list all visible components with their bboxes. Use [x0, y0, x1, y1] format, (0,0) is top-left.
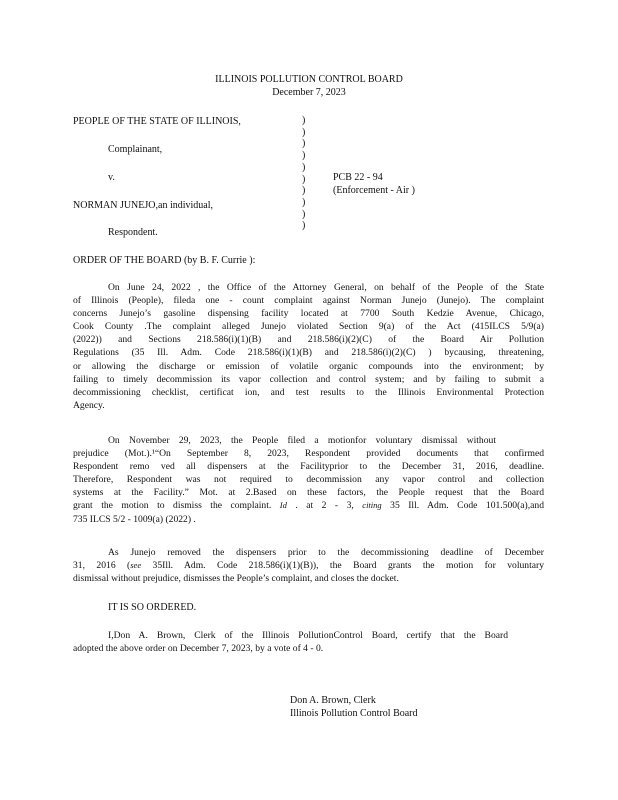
order-heading: ORDER OF THE BOARD (by B. F. Currie ): [73, 255, 256, 266]
signature-name: Don A. Brown, Clerk [290, 695, 376, 706]
paragraph-2: On November 29, 2023, the People filed a motionfor voluntary dismissal without prejudice (Mot.).¹“On September 8, 2023, Respondent provided documents that confirmed Respondent remo ved all dispensers at the Facilityprior to the December 31, 2016, deadline. Therefore, Respondent was not required to decommission any vapor control and collection systems at the Facility.” Mot. at 2.Based on these factors, the People request that the Board grant the motion to dismiss the complaint. Id . at 2 - 3, citing 35 Ill. Adm. Code 101.500(a),and 735 ILCS 5/2 - 1009(a) (2022) . [73, 435, 544, 525]
versus-label: v. [108, 172, 115, 183]
complainant-label: Complainant, [108, 144, 163, 155]
board-title: ILLINOIS POLLUTION CONTROL BOARD [215, 74, 403, 85]
caption-parentheses: ) ) ) ) ) ) ) ) ) ) [302, 115, 306, 232]
so-ordered: IT IS SO ORDERED. [108, 602, 197, 613]
order-date: December 7, 2023 [272, 87, 346, 98]
case-type: (Enforcement - Air ) [333, 185, 415, 196]
certification: I,Don A. Brown, Clerk of the Illinois PollutionControl Board, certify that the Board adopted the above order on December 7, 2023, by a vote of 4 - 0. [73, 630, 508, 655]
defendant-name: NORMAN JUNEJO,an individual, [73, 200, 213, 211]
plaintiff-name: PEOPLE OF THE STATE OF ILLINOIS, [73, 116, 241, 127]
paragraph-1: On June 24, 2022 , the Office of the Attorney General, on behalf of the People of the State of Illinois (People), fileda one - count complaint against Norman Junejo (Junejo). The complaint concerns Junejo’s gasoline dispensing facility located at 7700 South Kedzie Avenue, Chicago, Cook County .The complaint alleged Junejo violated Section 9(a) of the Act (415ILCS 5/9(a) (2022)) and Sections 218.586(i)(1)(B) and 218.586(i)(2)(C) of the Board Air Pollution Regulations (35 Ill. Adm. Code 218.586(i)(1)(B) and 218.586(i)(2)(C) ) bycausing, threatening, or allowing the discharge or emission of volatile organic compounds into the environment; by failing to timely decommission its vapor collection and control system; and by failing to submit a decommissioning checklist, certificat ion, and test results to the Illinois Environmental Protection Agency. [73, 282, 544, 411]
paragraph-3: As Junejo removed the dispensers prior to the decommissioning deadline of December 31, 2016 (see 35Ill. Adm. Code 218.586(i)(1)(B)), the Board grants the motion for voluntary dismissal without prejudice, dismisses the People’s complaint, and closes the docket. [73, 547, 545, 585]
signature-title: Illinois Pollution Control Board [290, 708, 418, 719]
respondent-label: Respondent. [108, 227, 158, 238]
case-number: PCB 22 - 94 [333, 172, 383, 183]
